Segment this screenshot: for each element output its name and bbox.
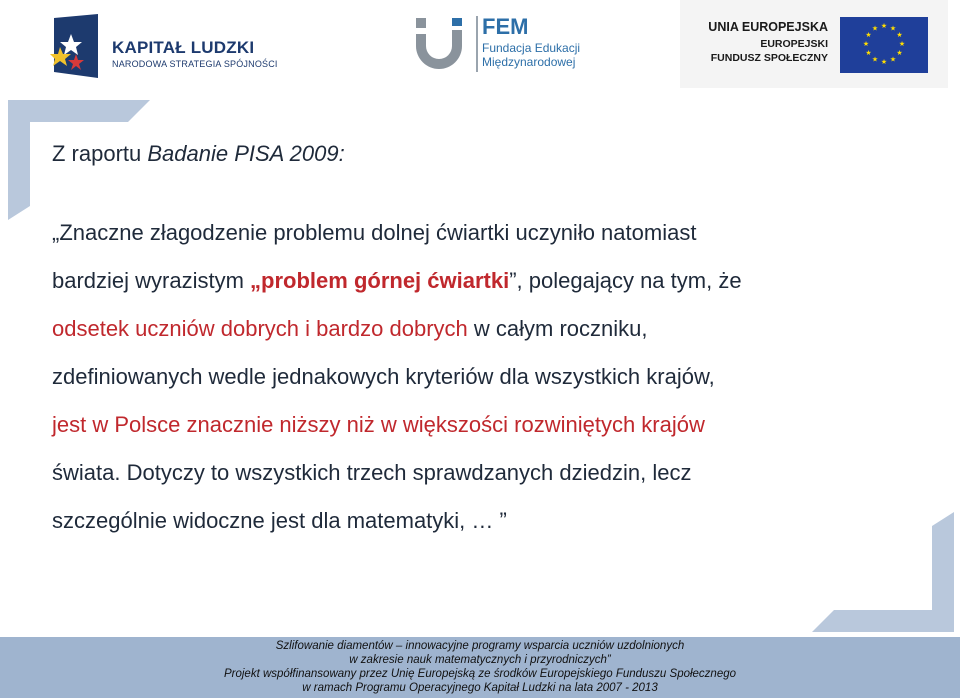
heading-report-title: Badanie PISA 2009: bbox=[147, 141, 345, 166]
fem-subtitle-line1: Fundacja Edukacji bbox=[482, 41, 581, 55]
kapital-ludzki-emblem-icon bbox=[46, 14, 104, 82]
svg-text:★: ★ bbox=[871, 24, 879, 33]
quote-line-5: jest w Polsce znacznie niższy niż w większości rozwiniętych krajów bbox=[52, 412, 705, 437]
kapital-ludzki-subtitle: NARODOWA STRATEGIA SPÓJNOŚCI bbox=[112, 59, 278, 69]
svg-text:★: ★ bbox=[865, 31, 872, 39]
eu-flag-icon bbox=[840, 17, 928, 73]
svg-text:★: ★ bbox=[898, 40, 906, 48]
svg-text:★: ★ bbox=[871, 55, 879, 64]
page-heading bbox=[52, 141, 345, 167]
quote-line-1: „Znaczne złagodzenie problemu dolnej ćwiartki uczyniło natomiast bbox=[52, 220, 697, 245]
svg-text:★: ★ bbox=[880, 58, 888, 66]
quote-line-4: zdefiniowanych wedle jednakowych kryteriów dla wszystkich krajów, bbox=[52, 364, 715, 389]
svg-text:★: ★ bbox=[889, 55, 897, 64]
svg-text:★: ★ bbox=[862, 40, 870, 48]
quote-line-3-b: w całym roczniku, bbox=[467, 316, 648, 341]
eu-logo bbox=[680, 0, 948, 88]
svg-text:★: ★ bbox=[896, 31, 903, 39]
footer-cofinancing: Projekt współfinansowany przez Unię Europejską ze środków Europejskiego Funduszu Społecznego bbox=[223, 668, 737, 680]
eu-fund-line1: EUROPEJSKI bbox=[760, 38, 828, 50]
footer-project-scope: w zakresie nauk matematycznych i przyrodniczych” bbox=[349, 654, 611, 666]
fem-separator bbox=[476, 16, 478, 72]
svg-text:★: ★ bbox=[896, 49, 903, 57]
svg-text:★: ★ bbox=[865, 49, 872, 57]
footer-bar bbox=[0, 637, 960, 698]
quote-highlight-good-students: odsetek uczniów dobrych i bardzo dobrych bbox=[52, 316, 468, 341]
footer-project-title: Szlifowanie diamentów – innowacyjne programy wsparcia uczniów uzdolnionych bbox=[275, 640, 685, 652]
quote-line-7: szczególnie widoczne jest dla matematyki, … ” bbox=[52, 508, 507, 533]
footer-programme: w ramach Programu Operacyjnego Kapitał Ludzki na lata 2007 - 2013 bbox=[302, 682, 658, 694]
svg-text:★: ★ bbox=[889, 24, 897, 33]
bottom-right-corner-bracket bbox=[812, 512, 954, 632]
header-logos bbox=[0, 0, 960, 100]
quote-line-3 bbox=[52, 316, 648, 342]
fem-emblem-icon bbox=[412, 16, 470, 70]
svg-text:★: ★ bbox=[880, 22, 888, 30]
fem-logo bbox=[412, 14, 612, 76]
kapital-ludzki-logo bbox=[46, 14, 286, 84]
fem-title: FEM bbox=[482, 14, 529, 39]
quote-line-2-c: ”, polegający na tym, że bbox=[509, 268, 742, 293]
eu-title: UNIA EUROPEJSKA bbox=[708, 20, 828, 34]
quote-line-2-a: bardziej wyrazistym bbox=[52, 268, 251, 293]
heading-prefix: Z raportu bbox=[52, 141, 148, 166]
fem-subtitle-line2: Międzynarodowej bbox=[482, 55, 576, 69]
kapital-ludzki-title: KAPITAŁ LUDZKI bbox=[112, 38, 255, 57]
quote-line-2 bbox=[52, 268, 742, 294]
quote-highlight-upper-quartile: „problem górnej ćwiartki bbox=[250, 268, 510, 293]
quote-line-6: świata. Dotyczy to wszystkich trzech sprawdzanych dziedzin, lecz bbox=[52, 460, 692, 485]
eu-fund-line2: FUNDUSZ SPOŁECZNY bbox=[710, 52, 828, 64]
